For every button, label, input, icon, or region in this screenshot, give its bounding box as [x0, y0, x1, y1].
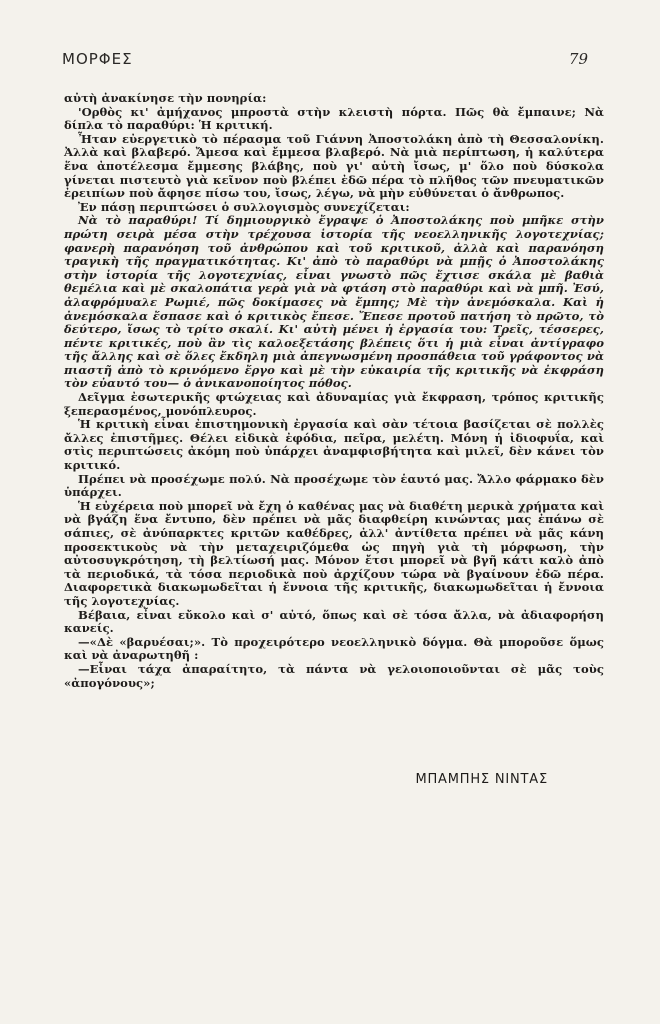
paragraph: Ἦταν εὐεργετικὸ τὸ πέρασμα τοῦ Γιάννη Ἀποστολάκη ἀπὸ τὴ Θεσσαλονίκη. Ἀλλὰ καὶ βλαβερό. Ἄμεσα καὶ ἔμμεσα βλαβερό. Νὰ μιὰ περίπτωση, ἡ καλύτερα ἕνα ἀποτέλεσμα ἔμμεσης βλάβης, ποὺ γι' αὐτὴ ἴσως, μ' ὅλο ποὺ δύσκολα γίνεται πιστευτὸ γιὰ κεῖνον ποὺ βλέπει ἐδῶ πέρα τὸ πλῆθος τῶν πνευματικῶν ἐρειπίων ποὺ ἄφησε πίσω του, ἴσως, λέγω, νὰ μὴν εὐθύνεται ὁ ἄνθρωπος.	[64, 131, 604, 201]
paragraph: Βέβαια, εἶναι εὔκολο καὶ σ' αὐτό, ὅπως καὶ σὲ τόσα ἄλλα, νὰ ἀδιαφορήση κανείς.	[64, 607, 604, 636]
paragraph: Νὰ τὸ παραθύρι! Τί δημιουργικὸ ἔγραψε ὁ Ἀποστολάκης ποὺ μπῆκε στὴν πρώτη σειρὰ μέσα στὴν τρέχουσα ἱστορία τῆς νεοελληνικῆς λογοτεχνίας; φανερὴ παρανόηση τοῦ ἀνθρώπου καὶ τοῦ κριτικοῦ, ἀλλὰ καὶ παρανόηση τραγικὴ τῆς πραγματικότητας. Κι' ἀπὸ τὸ παραθύρι νὰ μπῇς ὁ Ἀποστολάκης στὴν ἱστορία τῆς λογοτεχνίας, εἶναι γνωστὸ πῶς ἔχτισε σκάλα μὲ βαθιὰ θεμέλια καὶ μὲ σκαλοπάτια γερὰ γιὰ νὰ φτάση στὸ παραθύρι καὶ νὰ μπῆ. Ἐσύ, ἀλαφρόμυαλε Ρωμιέ, πῶς δοκίμασες νὰ ἔμπης; Μὲ τὴν ἀνεμόσκαλα. Καὶ ἡ ἀνεμόσκαλα ἔσπασε καὶ ὁ κριτικὸς ἔπεσε. Ἔπεσε προτοῦ πατήση τὸ πρῶτο, τὸ δεύτερο, ἴσως τὸ τρίτο σκαλί. Κι' αὐτὴ μένει ἡ ἐργασία του: Τρεῖς, τέσσερες, πέντε κριτικές, ποὺ ἂν τὶς καλοεξετάσης βλέπεις ὅτι ἡ μιὰ εἶναι ἀντίγραφο τῆς ἄλλης καὶ σὲ ὅλες ἔκδηλη μιὰ ἀπεγνωσμένη προσπάθεια τοῦ γράφοντος νὰ πιαστῆ ἀπὸ τὸ κρινόμενο ἔργο καὶ μὲ τὴν εὐκαιρία τῆς κριτικῆς νὰ ἐκφράση τὸν εὐαυτό του— ὁ ἀνικανοποίητος πόθος.	[64, 213, 604, 391]
author-signature: ΜΠΑΜΠΗΣ ΝΙΝΤΑΣ	[415, 772, 548, 787]
paragraph: αὐτὴ ἀνακίνησε τὴν πονηρία:	[64, 91, 267, 105]
paragraph: Ἡ εὐχέρεια ποὺ μπορεῖ νὰ ἔχη ὁ καθένας μας νὰ διαθέτη μερικὰ χρήματα καὶ νὰ βγάζη ἕνα ἔντυπο, δὲν πρέπει νὰ μᾶς διαφθείρη κινώντας μας ἐπάνω σὲ σάπιες, σὲ ἀνύπαρκτες κριτῶν καθέδρες, ἀλλ' ἀντίθετα πρέπει νὰ μᾶς κάνη προσεκτικοὺς νὰ τὴν μεταχειριζόμεθα ὡς πηγὴ γιὰ τὴ μόρφωση, τὴν αὐτοσυγκρότηση, τὴ βελτίωσή μας. Μόνον ἔτσι μπορεῖ νὰ βγῆ κάτι καλὸ ἀπὸ τὰ περιοδικά, τὰ τόσα περιοδικὰ ποὺ ἀρχίζουν τώρα νὰ βγαίνουν ἐδῶ πέρα. Διαφορετικὰ διακωμωδεῖται ἡ ἔννοια τῆς κριτικῆς, διακωμωδεῖται ἡ ἔννοια τῆς λογοτεχνίας.	[64, 498, 604, 608]
page-number: 79	[568, 50, 588, 68]
page-header	[62, 50, 588, 74]
paragraph: —Εἶναι τάχα ἀπαραίτητο, τὰ πάντα νὰ γελοιοποιοῦνται σὲ μᾶς τοὺς «ἀπογόνους»;	[64, 661, 604, 690]
paragraph: Δεῖγμα ἐσωτερικῆς φτώχειας καὶ ἀδυναμίας γιὰ ἔκφραση, τρόπος κριτικῆς ξεπερασμένος, μονόπλευρος.	[64, 390, 604, 418]
running-head: ΜΟΡΦΕΣ	[62, 50, 133, 68]
paragraph: Ἡ κριτικὴ εἶναι ἐπιστημονικὴ ἐργασία καὶ σὰν τέτοια βασίζεται σὲ πολλὲς ἄλλες ἐπιστῆμες. Θέλει εἰδικὰ ἐφόδια, πεῖρα, μελέτη. Μόνη ἡ ἰδιοφυΐα, καὶ στὶς περιπτώσεις ἀκόμη ποὺ ὑπάρχει ἀναμφισβήτητα καὶ μιλεῖ, δὲν κάνει τὸν κριτικό.	[64, 417, 604, 473]
paragraph: Ἐν πάσῃ περιπτώσει ὁ συλλογισμὸς συνεχίζεται:	[78, 199, 410, 214]
article-body	[64, 92, 604, 690]
paragraph: 'Ορθὸς κι' ἀμήχανος μπροστὰ στὴν κλειστὴ πόρτα. Πῶς θὰ ἔμπαινε; Νὰ δίπλα τὸ παραθύρι: Ἡ κριτική.	[64, 104, 604, 133]
paragraph: —«Δὲ «βαρυέσαι;». Τὸ προχειρότερο νεοελληνικὸ δόγμα. Θὰ μποροῦσε ὅμως καὶ νὰ ἀναρωτηθῆ :	[64, 634, 604, 663]
paragraph: Πρέπει νὰ προσέχωμε πολύ. Νὰ προσέχωμε τὸν ἑαυτό μας. Ἄλλο φάρμακο δὲν ὑπάρχει.	[64, 471, 604, 500]
